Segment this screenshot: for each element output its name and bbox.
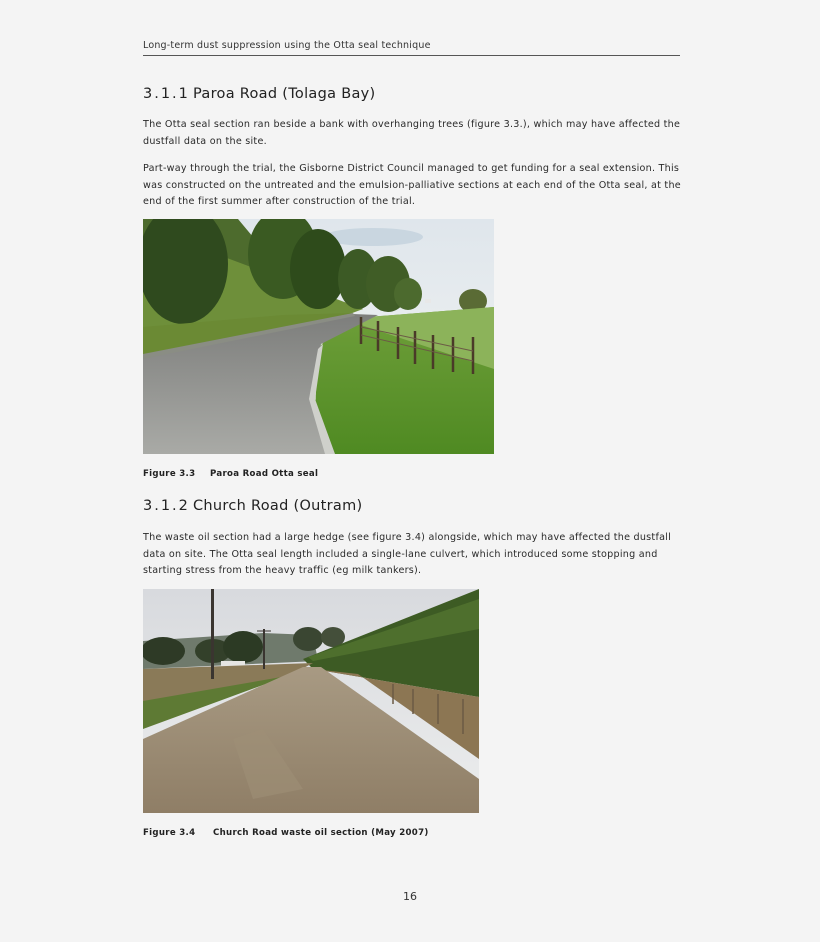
figure-caption-text: Paroa Road Otta seal <box>210 469 319 479</box>
page-number: 16 <box>403 890 417 903</box>
paragraph: Part-way through the trial, the Gisborne District Council managed to get funding for a seal extension. This was constructed on the untreated and the emulsion-palliative sections at each end of the Otta seal, at the end of the first summer after construction of the trial. <box>143 163 681 207</box>
section-heading-3-1-1 <box>143 86 376 102</box>
section-number: 3.1.1 <box>143 86 190 102</box>
figure-label: Figure 3.3 <box>143 469 196 479</box>
paragraph: The waste oil section had a large hedge (see figure 3.4) alongside, which may have affected the dustfall data on site. The Otta seal length included a single-lane culvert, which introduced some stopping and starting stress from the heavy traffic (eg milk tankers). <box>143 532 672 576</box>
running-header: Long-term dust suppression using the Otta seal technique <box>143 40 680 56</box>
section-heading-3-1-2 <box>143 498 363 514</box>
section-number: 3.1.2 <box>143 498 190 514</box>
section-title: Paroa Road (Tolaga Bay) <box>193 86 376 102</box>
section-title: Church Road (Outram) <box>193 498 363 514</box>
figure-caption-text: Church Road waste oil section (May 2007) <box>213 828 429 838</box>
figure-3-4-caption <box>143 828 429 838</box>
paragraph: The Otta seal section ran beside a bank with overhanging trees (figure 3.3.), which may have affected the dustfall data on the site. <box>143 119 681 147</box>
figure-3-3-photo <box>143 219 494 454</box>
figure-label: Figure 3.4 <box>143 828 196 838</box>
figure-3-3-caption <box>143 469 318 479</box>
figure-3-4-photo <box>143 589 479 813</box>
